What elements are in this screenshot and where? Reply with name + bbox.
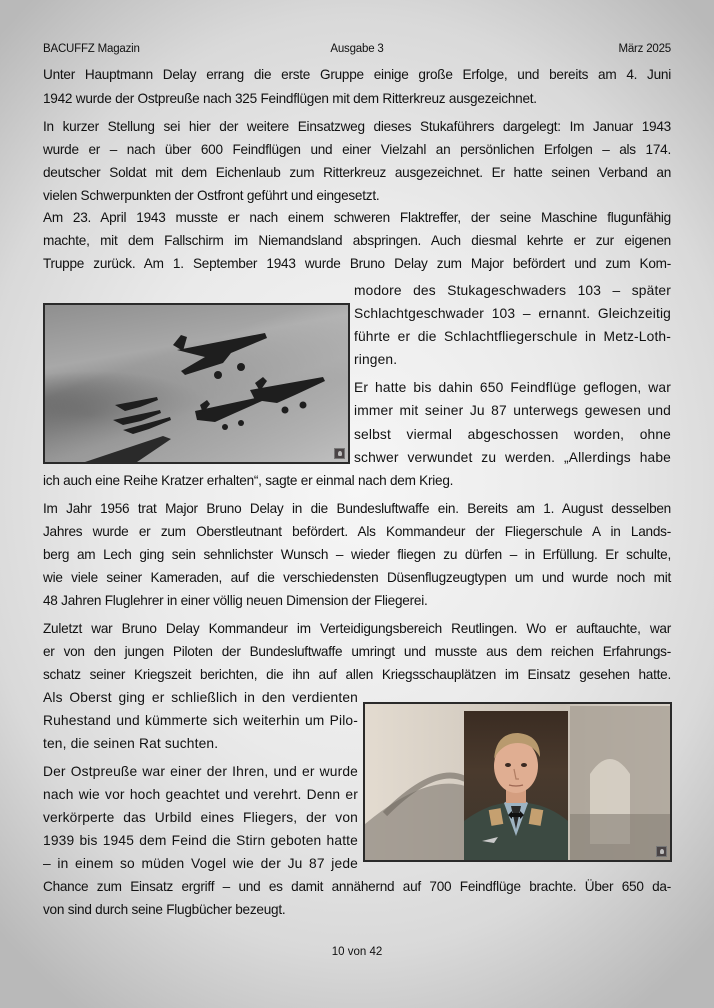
- paragraph-4-line-1: Er hatte bis dahin 650 Feindflüge geflogen, war: [354, 380, 671, 395]
- photo-badge-icon: [656, 846, 667, 857]
- issue-date: März 2025: [618, 43, 671, 55]
- paragraph-4-line-2: immer mit seiner Ju 87 unterwegs gewesen und: [354, 403, 671, 418]
- paragraph-7-line-3: verkörperte das Urbild eines Fliegers, der von: [43, 810, 358, 825]
- paragraph-2-line-1: In kurzer Stellung sei hier der weitere Einsatzweg dieses Stukaführers dargelegt: Im Januar 1943: [43, 119, 671, 134]
- paragraph-6-line-1: Zuletzt war Bruno Delay Kommandeur im Verteidigungsbereich Reutlingen. Wo er auftauchte, war: [43, 621, 671, 636]
- officer-figure: [464, 711, 568, 860]
- paragraph-5-line-4: wie viele seiner Kameraden, auf die verschiedensten Düsenflugzeugtypen um und wurde noch mit: [43, 570, 671, 585]
- page-header: [43, 43, 671, 59]
- paragraph-3-line-6: führte er die Schlachtfliegerschule in Metz-Loth-: [354, 329, 671, 344]
- page-number: 10 von 42: [331, 946, 383, 958]
- paragraph-7-line-2: nach wie vor hoch geachtet und verehrt. Denn er: [43, 787, 358, 802]
- paragraph-7-line-6: Chance zum Einsatz ergriff – und es damit annähernd auf 700 Feindflüge brachte. Über 650 da-: [43, 879, 671, 894]
- paragraph-3-line-5: Schlachtgeschwader 103 – ernannt. Gleichzeitig: [354, 306, 671, 321]
- paragraph-5-line-1: Im Jahr 1956 trat Major Bruno Delay in die Bundesluftwaffe ein. Bereits am 1. August desselben: [43, 501, 671, 516]
- paragraph-6-line-2: er von den jungen Piloten der Bundesluftwaffe umringt und musste aus dem reichen Erfahrungs-: [43, 644, 671, 659]
- issue-number: Ausgabe 3: [330, 43, 384, 55]
- aircraft-silhouettes: [45, 305, 348, 462]
- photo-badge-icon: [334, 448, 345, 459]
- magazine-name: BACUFFZ Magazin: [43, 43, 140, 55]
- paragraph-3-line-3: Truppe zurück. Am 1. September 1943 wurde Bruno Delay zum Major befördert und zum Kom-: [43, 256, 671, 271]
- paragraph-3-line-4: modore des Stukageschwaders 103 – später: [354, 283, 671, 298]
- stuka-formation-photo: [43, 303, 350, 464]
- portrait-inset: [464, 711, 568, 860]
- paragraph-3-line-7: ringen.: [354, 352, 398, 367]
- paragraph-5-line-5: 48 Jahren Fluglehrer in einer völlig neuen Dimension der Fliegerei.: [43, 593, 428, 608]
- paragraph-7-line-7: von sind durch seine Flugbücher bezeugt.: [43, 902, 286, 917]
- paragraph-4-line-3: selbst viermal abgeschossen worden, ohne: [354, 427, 671, 442]
- paragraph-4-line-5: ich auch eine Reihe Kratzer erhalten“, sagte er einmal nach dem Krieg.: [43, 473, 454, 488]
- paragraph-6-line-3: schatz seiner Kriegszeit berichten, die ihn auf allen Kriegsschauplätzen im Einsatz gesehen hatte.: [43, 667, 671, 682]
- paragraph-2-line-2: wurde er – nach über 600 Feindflügen und einer Vielzahl an persönlichen Erfolgen – als 174.: [43, 142, 671, 157]
- paragraph-1-line-2: 1942 wurde der Ostpreuße nach 325 Feindflügen mit dem Ritterkreuz ausgezeichnet.: [43, 91, 537, 106]
- paragraph-6-line-4: Als Oberst ging er schließlich in den verdienten: [43, 690, 358, 705]
- paragraph-3-line-2: machte, mit dem Fallschirm im Niemandsland abspringen. Auch diesmal kehrte er zur eigenen: [43, 233, 671, 248]
- paragraph-2-line-4: vielen Schwerpunkten der Ostfront geführt und eingesetzt.: [43, 188, 380, 203]
- paragraph-5-line-3: berg am Lech ging sein sehnlichster Wunsch – wieder fliegen zu dürfen – in Erfüllung. Er schulte,: [43, 547, 671, 562]
- paragraph-5-line-2: Jahres wurde er zum Oberstleutnant befördert. Als Kommandeur der Fliegerschule A in Lands-: [43, 524, 671, 539]
- paragraph-6-line-5: Ruhestand und kümmerte sich weiterhin um Pilo-: [43, 713, 358, 728]
- paragraph-7-line-5: – in einem so müden Vogel wie der Ju 87 jede: [43, 856, 358, 871]
- paragraph-1-line-1: Unter Hauptmann Delay errang die erste Gruppe einige große Erfolge, und bereits am 4. Juni: [43, 67, 671, 82]
- paragraph-7-line-4: 1939 bis 1945 dem Feind die Stirn geboten hatte: [43, 833, 358, 848]
- paragraph-2-line-3: deutscher Soldat mit dem Eichenlaub zum Ritterkreuz ausgezeichnet. Er hatte seinen Verband an: [43, 165, 671, 180]
- paragraph-6-line-6: ten, die seinen Rat suchten.: [43, 736, 219, 751]
- paragraph-3-line-1: Am 23. April 1943 musste er nach einem schweren Flaktreffer, der seine Maschine flugunfähig: [43, 210, 671, 225]
- officer-portrait-photo: [363, 702, 672, 862]
- paragraph-7-line-1: Der Ostpreuße war einer der Ihren, und er wurde: [43, 764, 358, 779]
- paragraph-4-line-4: schwer verwundet zu werden. „Allerdings habe: [354, 450, 671, 465]
